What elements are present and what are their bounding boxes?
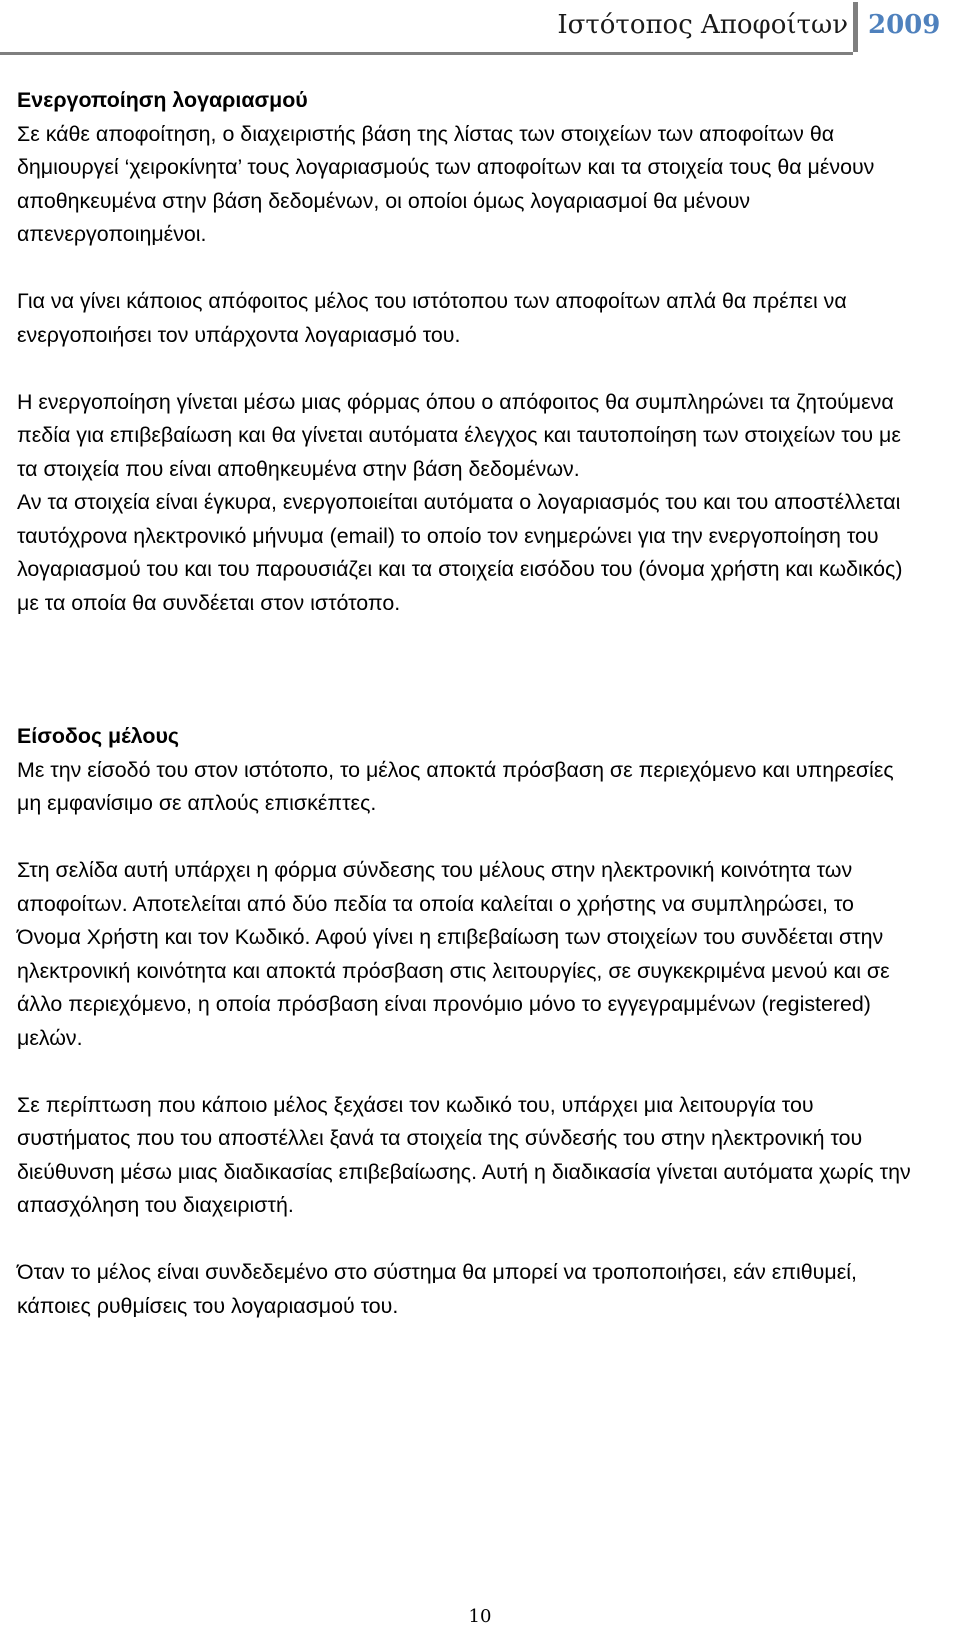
header-divider [853, 2, 858, 52]
paragraph: Η ενεργοποίηση γίνεται μέσω μιας φόρμας όπου ο απόφοιτος θα συμπληρώνει τα ζητούμενα πεδία για επιβεβαίωση και θα γίνεται αυτόματα έλεγχος και ταυτοποίηση των στοιχείων του με τα στοιχεία που είναι αποθηκευμένα στην βάση δεδομένων. [17, 389, 901, 481]
page-number: 10 [468, 1606, 492, 1627]
paragraph: Για να γίνει κάποιος απόφοιτος μέλος του ιστότοπου των αποφοίτων απλά θα πρέπει να ενεργοποιήσει τον υπάρχοντα λογαριασμό του. [17, 289, 847, 347]
header-rule [0, 52, 853, 55]
section-account-activation [17, 84, 917, 620]
paragraph: Στη σελίδα αυτή υπάρχει η φόρμα σύνδεσης του μέλους στην ηλεκτρονική κοινότητα των αποφοίτων. Αποτελείται από δύο πεδία τα οποία καλείται ο χρήστης να συμπληρώσει, το Όνομα Χρήστη και τον Κωδικό. Αφού γίνει η επιβεβαίωση των στοιχείων του συνδέεται στην ηλεκτρονική κοινότητα και αποκτά πρόσβαση στις λειτουργίες, σε συγκεκριμένα μενού και σε άλλο περιεχόμενο, η οποία πρόσβαση είναι προνόμιο μόνο το εγγεγραμμένων (registered) μελών. [17, 858, 890, 1050]
section-heading: Είσοδος μέλους [17, 724, 180, 748]
paragraph: Σε κάθε αποφοίτηση, ο διαχειριστής βάση της λίστας των στοιχείων των αποφοίτων θα δημιουργεί ‘χειροκίνητα’ τους λογαριασμούς των αποφοίτων και τα στοιχεία τους θα μένουν αποθηκευμένα στην βάση δεδομένων, οι οποίοι όμως λογαριασμοί θα μένουν απενεργοποιημένοι. [17, 121, 875, 246]
section-heading: Ενεργοποίηση λογαριασμού [17, 88, 308, 112]
paragraph: Αν τα στοιχεία είναι έγκυρα, ενεργοποιείται αυτόματα ο λογαριασμός του και του αποστέλλεται ταυτόχρονα ηλεκτρονικό μήνυμα (email) το οποίο τον ενημερώνει για την ενεργοποίηση του λογαριασμού του και του παρουσιάζει και τα στοιχεία εισόδου του (όνομα χρήστη και κωδικός) με τα οποία θα συνδέεται στον ιστότοπο. [17, 490, 903, 615]
paragraph: Με την είσοδό του στον ιστότοπο, το μέλος αποκτά πρόσβαση σε περιεχόμενο και υπηρεσίες μη εμφανίσιμο σε απλούς επισκέπτες. [17, 757, 894, 815]
page-header [0, 0, 960, 56]
header-year: 2009 [868, 10, 941, 40]
header-title: Ιστότοπος Αποφοίτων [557, 10, 848, 40]
section-member-login [17, 720, 917, 1323]
paragraph: Όταν το μέλος είναι συνδεδεμένο στο σύστημα θα μπορεί να τροποποιήσει, εάν επιθυμεί, κάποιες ρυθμίσεις του λογαριασμού του. [17, 1260, 857, 1318]
document-body [17, 84, 917, 1323]
paragraph: Σε περίπτωση που κάποιο μέλος ξεχάσει τον κωδικό του, υπάρχει μια λειτουργία του συστήματος που του αποστέλλει ξανά τα στοιχεία της σύνδεσής του στην ηλεκτρονική του διεύθυνση μέσω μιας διαδικασίας επιβεβαίωσης. Αυτή η διαδικασία γίνεται αυτόματα χωρίς την απασχόληση του διαχειριστή. [17, 1092, 911, 1217]
